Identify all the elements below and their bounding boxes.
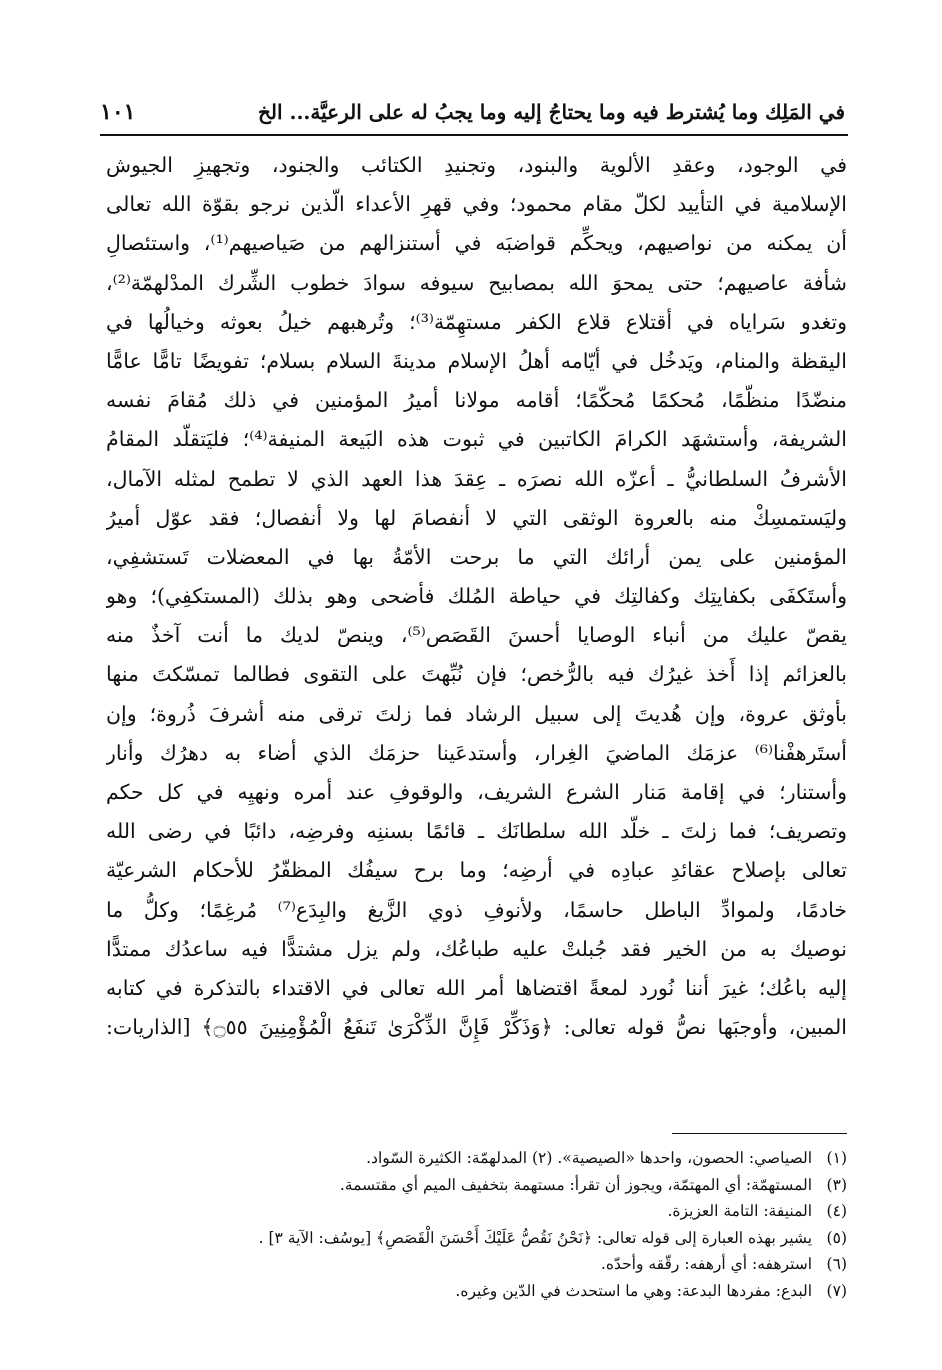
footnote [150, 1172, 847, 1199]
text-line: إليه باعُك؛ غيرَ أننا نُورد لمعةً اقتضاها أمر الله تعالى في الاقتداء بالتذكرة في كتابه [106, 975, 847, 1000]
footnote-mark: (٥) [826, 1228, 847, 1247]
text-line: وأستَكفَى بكفايتِك وكفالتِك في حياطة المُلك فأضحى وهو بذلك (المستكفِي)؛ وهو [106, 584, 847, 609]
body-text [106, 146, 847, 1047]
footnote-mark: (٧) [826, 1281, 847, 1300]
text-line: وتغدو سَراياه في أقتلاع قلاع الكفر مستهِمّة⁽³⁾؛ وتُرهبهم خيلُ بعوثه وخيالُها في [106, 309, 847, 334]
text-line: نوصيك به من الخير فقد جُبلتْ عليه طباعُك، ولم يزل مشتدًّا فيه ساعدُك ممتدًّا [106, 936, 847, 961]
footnote [150, 1278, 847, 1305]
text-line: المؤمنين على يمن أرائك التي ما برحت الأمّةُ بها في المعضلات تَستشفِي، [106, 544, 847, 569]
footnote [150, 1251, 847, 1278]
running-title: في المَلِك وما يُشترط فيه وما يحتاجُ إليه وما يجبُ له على الرعيَّة... الخ [257, 100, 845, 124]
footnote-mark: (١) [826, 1149, 847, 1167]
footnote-text: المستهمّة: أي المهتمّة، ويجوز أن تقرأ: مستهمة بتخفيف الميم أي مقتسمة. [339, 1175, 813, 1194]
text-line: أن يمكنه من نواصيهم، ويحكِّم قواضبَه في أستنزالهم من صَياصيهم⁽¹⁾، واستئصالِ [106, 231, 847, 256]
text-line: وأستنار؛ في إقامة مَنار الشرع الشريف، والوقوفِ عند أمره ونهيِه في كل حكم [106, 780, 847, 804]
text-line: شأفة عاصيهم؛ حتى يمحوَ الله بمصابيح سيوفه سوادَ خطوب الشِّرك المدْلهمّة⁽²⁾، [106, 270, 847, 295]
running-head [100, 92, 845, 132]
footnote [150, 1145, 847, 1172]
footnote-text: يشير بهذه العبارة إلى قوله تعالى: ﴿نَحْنُ نَقُصُّ عَلَيْكَ أَحْسَنَ الْقَصَصِ﴾ [يوسُف: الآية ٣] . [258, 1228, 813, 1247]
text-line: وتصريف؛ فما زلتَ ـ خلّد الله سلطانَك ـ قائمًا بسننِه وفرضِه، دائبًا في رضى الله [106, 819, 847, 844]
text-line: المبين، وأوجبَها نصُّ قوله تعالى: ﴿وَذَكِّرْ فَإِنَّ الذِّكْرَىٰ تَنفَعُ الْمُؤْمِنِينَ ۝٥٥﴾ [الذاريات: [106, 1015, 847, 1040]
text-line: الأشرفُ السلطانيُّ ـ أعزّه الله نصرَه ـ عِقدَ هذا العهد الذي لا تطمح لمثله الآمال، [106, 466, 847, 491]
footnote-text: المنيفة: التامة العزيزة. [667, 1202, 813, 1220]
footnote [150, 1225, 847, 1252]
text-line: الشريفة، وأستشهَد الكرامَ الكاتبين في ثبوت هذه البَيعة المنيفة⁽⁴⁾؛ فليَتقلّد المقامُ [106, 427, 847, 452]
text-line: بأوثق عروة، وإن هُديتَ إلى سبيل الرشاد فما زلتَ ترقى منه أشرفَ ذُروة؛ وإن [106, 701, 847, 726]
footnote-text: البدع: مفردها البدعة: وهي ما استحدث في الدّين وغيره. [455, 1281, 813, 1300]
text-line: خادمًا، ولموادِّ الباطل حاسمًا، ولأنوفِ ذوي الزَّيغ والبِدَع⁽⁷⁾ مُرغِمًا؛ وكلُّ ما [106, 897, 847, 922]
footnotes [150, 1145, 847, 1304]
text-line: وليَستمسِكْ منه بالعروة الوثقى التي لا أنفصامَ لها ولا أنفصال؛ فقد عوّل أميرُ [106, 505, 847, 530]
text-line: يقصّ عليك من أنباء الوصايا أحسنَ القَصَص⁽⁵⁾، وينصّ لديك ما أنت آخذٌ منه [106, 623, 847, 648]
footnote-mark: (٦) [826, 1255, 847, 1273]
page-number: ١٠١ [100, 99, 136, 125]
footnote-rule [672, 1133, 847, 1134]
header-rule [100, 134, 848, 136]
text-line: اليقظة والمنام، ويَدخُل في أيّامه أهلُ الإسلام مدينةَ السلام بسلام؛ تفويضًا تامًّا عامًّا [106, 348, 847, 373]
footnote-mark: (٤) [826, 1202, 847, 1220]
text-line: في الوجود، وعقدِ الألوية والبنود، وتجنيدِ الكتائب والجنود، وتجهيزِ الجيوش [106, 153, 847, 177]
footnote-text: الصياصي: الحصون، واحدها «الصيصية». (٢) المدلهمّة: الكثيرة السّواد. [366, 1149, 813, 1167]
footnote-mark: (٣) [826, 1175, 847, 1194]
text-line: منضّدًا منظّمًا، مُحكمًا مُحكّمًا؛ أقامه مولانا أميرُ المؤمنين في ذلك مُقامَ نفسه [106, 388, 847, 413]
text-line: الإسلامية في التأييد لكلّ مقام محمود؛ وفي قهرِ الأعداء الّذين نرجو بقوّة الله تعالى [106, 192, 847, 217]
footnote [150, 1198, 847, 1225]
footnote-text: استرهفه: أي أرهفه: رقّقه وأحدّه. [600, 1255, 813, 1273]
text-line: أستَرهفْنا⁽⁶⁾ عزمَك الماضيَ الغِرار، وأستدعَينا حزمَك الذي أضاء به دهرُك وأنار [106, 740, 847, 765]
text-line: تعالى بإصلاح عقائدِ عبادِه في أرضِه؛ وما برح سيفُك المظفّرُ للأحكام الشرعيّة [106, 858, 847, 883]
text-line: بالعزائم إذا أَخذ غيرُك فيه بالرُّخص؛ فإن نُبِّهتَ على التقوى فطالما تمسّكتَ منها [106, 662, 847, 687]
